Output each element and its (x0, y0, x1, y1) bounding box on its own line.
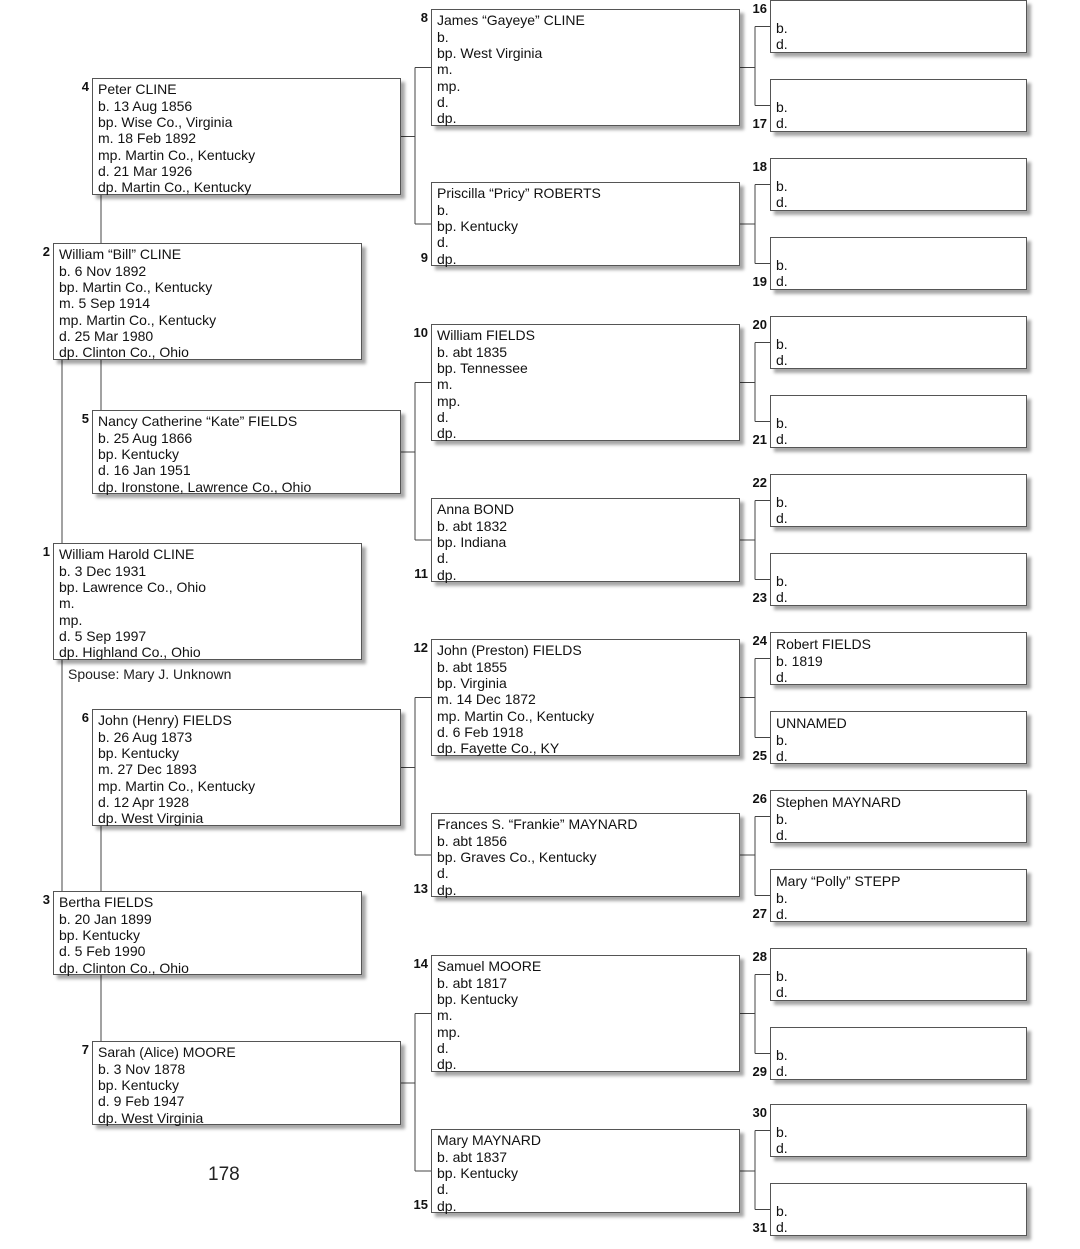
person-box-26 (770, 790, 1027, 843)
person-detail: d. 6 Feb 1918 (437, 723, 524, 740)
person-detail: b. (437, 202, 449, 218)
person-detail: b. (776, 415, 788, 431)
person-detail: b. (776, 178, 788, 194)
person-detail: b. (776, 573, 788, 589)
person-number: 20 (752, 317, 767, 332)
person-detail: bp. Virginia (437, 675, 507, 692)
person-name: Mary MAYNARD (437, 1132, 541, 1148)
person-name: John (Henry) FIELDS (98, 712, 232, 728)
person-detail: b. abt 1856 (437, 833, 508, 849)
person-number: 19 (752, 274, 767, 289)
person-box-17 (770, 79, 1027, 132)
person-box-16 (770, 0, 1027, 53)
person-number: 22 (752, 475, 767, 490)
person-detail: m. 14 Dec 1872 (437, 691, 536, 708)
person-detail: mp. (437, 1023, 461, 1040)
person-detail: d. (437, 550, 449, 567)
person-detail: b. (776, 1203, 788, 1219)
person-box-10 (431, 324, 740, 441)
person-detail: b. abt 1837 (437, 1149, 508, 1165)
person-detail: b. (776, 494, 788, 510)
person-detail: b. 3 Dec 1931 (59, 563, 147, 579)
person-detail: b. (776, 1047, 788, 1063)
person-box-21 (770, 395, 1027, 448)
person-detail: bp. Kentucky (437, 218, 518, 235)
person-number: 2 (42, 244, 50, 259)
person-detail: d. (776, 1219, 788, 1236)
person-detail: dp. (437, 110, 457, 127)
person-name: William Harold CLINE (59, 546, 195, 562)
person-detail: mp. Martin Co., Kentucky (59, 311, 217, 328)
person-number: 26 (752, 791, 767, 806)
person-box-2 (53, 243, 362, 360)
person-detail: b. (776, 257, 788, 273)
person-detail: d. 5 Sep 1997 (59, 627, 147, 644)
person-detail: dp. Highland Co., Ohio (59, 644, 201, 661)
person-number: 31 (752, 1220, 767, 1235)
person-detail: dp. Clinton Co., Ohio (59, 344, 189, 361)
person-detail: mp. Martin Co., Kentucky (98, 777, 256, 794)
person-detail: d. (776, 273, 788, 290)
person-detail: d. (776, 431, 788, 448)
person-number: 14 (413, 956, 428, 971)
person-name: Samuel MOORE (437, 958, 542, 974)
person-detail: bp. Kentucky (98, 1077, 179, 1094)
person-detail: d. (776, 510, 788, 527)
person-box-7 (92, 1041, 401, 1125)
person-detail: bp. Lawrence Co., Ohio (59, 579, 207, 596)
person-detail: dp. West Virginia (98, 810, 204, 827)
person-detail: b. 13 Aug 1856 (98, 98, 193, 114)
person-name: Stephen MAYNARD (776, 794, 902, 810)
person-number: 13 (413, 881, 428, 896)
person-detail: b. (437, 29, 449, 45)
person-number: 23 (752, 590, 767, 605)
person-number: 10 (413, 325, 428, 340)
person-box-24 (770, 632, 1027, 685)
person-detail: d. 25 Mar 1980 (59, 327, 154, 344)
person-detail: dp. Fayette Co., KY (437, 740, 560, 757)
person-detail: dp. Clinton Co., Ohio (59, 959, 189, 976)
person-detail: bp. Kentucky (437, 1165, 518, 1182)
person-detail: d. (776, 669, 788, 686)
person-name: John (Preston) FIELDS (437, 642, 582, 658)
person-detail: bp. Indiana (437, 534, 507, 551)
person-detail: b. 26 Aug 1873 (98, 729, 193, 745)
person-detail: d. (437, 1039, 449, 1056)
person-box-5 (92, 410, 401, 494)
person-detail: d. (776, 194, 788, 211)
person-detail: d. (776, 352, 788, 369)
person-detail: bp. Graves Co., Kentucky (437, 849, 597, 866)
person-number: 25 (752, 748, 767, 763)
person-box-25 (770, 711, 1027, 764)
person-detail: d. (437, 93, 449, 110)
person-detail: bp. Kentucky (59, 927, 140, 944)
person-box-23 (770, 553, 1027, 606)
person-detail: b. 6 Nov 1892 (59, 263, 147, 279)
person-detail: d. 12 Apr 1928 (98, 793, 190, 810)
person-number: 5 (81, 411, 89, 426)
person-number: 1 (42, 544, 50, 559)
person-number: 16 (752, 1, 767, 16)
person-detail: dp. West Virginia (98, 1109, 204, 1126)
person-detail: bp. Kentucky (98, 446, 179, 463)
person-number: 7 (81, 1042, 89, 1057)
person-detail: b. 25 Aug 1866 (98, 430, 193, 446)
person-detail: m. (437, 1007, 453, 1024)
person-box-3 (53, 891, 362, 975)
person-number: 15 (413, 1197, 428, 1212)
person-box-30 (770, 1104, 1027, 1157)
person-detail: m. (437, 376, 453, 393)
person-box-12 (431, 639, 740, 756)
person-detail: mp. Martin Co., Kentucky (437, 707, 595, 724)
person-number: 3 (42, 892, 50, 907)
person-detail: b. (776, 20, 788, 36)
spouse-line: Spouse: Mary J. Unknown (68, 666, 232, 682)
person-detail: d. (776, 1063, 788, 1080)
person-box-20 (770, 316, 1027, 369)
person-detail: b. (776, 732, 788, 748)
person-number: 6 (81, 710, 89, 725)
person-detail: dp. (437, 881, 457, 898)
person-number: 4 (81, 79, 89, 94)
person-detail: b. 20 Jan 1899 (59, 911, 152, 927)
person-name: UNNAMED (776, 715, 847, 731)
person-detail: mp. (437, 392, 461, 409)
person-detail: dp. (437, 425, 457, 442)
person-detail: d. (776, 827, 788, 844)
person-detail: b. 1819 (776, 653, 823, 669)
person-detail: dp. (437, 1197, 457, 1214)
person-box-6 (92, 709, 401, 826)
person-detail: bp. Tennessee (437, 360, 528, 377)
person-detail: b. abt 1835 (437, 344, 508, 360)
person-detail: dp. (437, 566, 457, 583)
person-number: 12 (413, 640, 428, 655)
person-box-9 (431, 182, 740, 266)
person-detail: dp. Martin Co., Kentucky (98, 179, 252, 196)
person-detail: m. 5 Sep 1914 (59, 295, 151, 312)
person-detail: dp. Ironstone, Lawrence Co., Ohio (98, 478, 312, 495)
person-name: Frances S. “Frankie” MAYNARD (437, 816, 638, 832)
person-detail: d. (437, 408, 449, 425)
person-detail: m. (437, 61, 453, 78)
person-detail: d. 5 Feb 1990 (59, 943, 146, 960)
person-number: 9 (420, 250, 428, 265)
person-number: 8 (420, 10, 428, 25)
person-box-29 (770, 1027, 1027, 1080)
person-number: 30 (752, 1105, 767, 1120)
person-detail: d. (776, 1140, 788, 1157)
person-box-1 (53, 543, 362, 660)
person-detail: d. (776, 984, 788, 1001)
person-detail: m. 27 Dec 1893 (98, 761, 197, 778)
person-detail: d. (776, 589, 788, 606)
person-detail: b. abt 1855 (437, 659, 508, 675)
person-detail: d. 21 Mar 1926 (98, 162, 193, 179)
person-box-15 (431, 1129, 740, 1213)
person-name: Peter CLINE (98, 81, 177, 97)
person-name: Sarah (Alice) MOORE (98, 1044, 236, 1060)
person-number: 17 (752, 116, 767, 131)
person-number: 11 (414, 566, 428, 581)
person-name: Priscilla “Pricy” ROBERTS (437, 185, 601, 201)
person-detail: d. (776, 906, 788, 923)
person-name: William “Bill” CLINE (59, 246, 182, 262)
person-detail: dp. (437, 250, 457, 267)
person-detail: d. 9 Feb 1947 (98, 1093, 185, 1110)
person-detail: bp. Kentucky (437, 991, 518, 1008)
person-box-18 (770, 158, 1027, 211)
person-detail: b. (776, 99, 788, 115)
person-box-14 (431, 955, 740, 1072)
person-detail: b. (776, 890, 788, 906)
person-detail: b. 3 Nov 1878 (98, 1061, 186, 1077)
person-detail: b. abt 1832 (437, 518, 508, 534)
person-detail: bp. Martin Co., Kentucky (59, 279, 213, 296)
person-detail: d. (776, 36, 788, 53)
person-box-4 (92, 78, 401, 195)
person-detail: m. 18 Feb 1892 (98, 130, 197, 147)
person-detail: d. 16 Jan 1951 (98, 462, 191, 479)
person-box-22 (770, 474, 1027, 527)
person-detail: mp. (437, 77, 461, 94)
person-box-28 (770, 948, 1027, 1001)
person-box-13 (431, 813, 740, 897)
person-name: Robert FIELDS (776, 636, 871, 652)
person-detail: b. (776, 968, 788, 984)
person-detail: d. (437, 1181, 449, 1198)
person-detail: b. (776, 1124, 788, 1140)
person-number: 27 (752, 906, 767, 921)
person-name: Mary “Polly” STEPP (776, 873, 901, 889)
person-detail: dp. (437, 1056, 457, 1073)
person-name: Bertha FIELDS (59, 894, 154, 910)
page-number: 178 (208, 1164, 240, 1185)
person-detail: b. (776, 811, 788, 827)
person-detail: d. (437, 234, 449, 251)
person-detail: mp. Martin Co., Kentucky (98, 146, 256, 163)
person-detail: bp. Kentucky (98, 745, 179, 762)
person-detail: m. (59, 595, 75, 612)
person-number: 21 (752, 432, 767, 447)
person-number: 18 (752, 159, 767, 174)
person-box-19 (770, 237, 1027, 290)
person-name: Anna BOND (437, 501, 515, 517)
person-detail: d. (437, 865, 449, 882)
person-number: 28 (752, 949, 767, 964)
person-detail: bp. Wise Co., Virginia (98, 114, 233, 131)
person-box-31 (770, 1183, 1027, 1236)
person-detail: d. (776, 115, 788, 132)
person-name: Nancy Catherine “Kate” FIELDS (98, 413, 298, 429)
person-name: William FIELDS (437, 327, 536, 343)
person-detail: b. abt 1817 (437, 975, 508, 991)
person-box-11 (431, 498, 740, 582)
person-box-27 (770, 869, 1027, 922)
person-number: 24 (752, 633, 767, 648)
person-name: James “Gayeye” CLINE (437, 12, 585, 28)
person-detail: b. (776, 336, 788, 352)
person-detail: mp. (59, 611, 83, 628)
person-detail: bp. West Virginia (437, 45, 543, 62)
person-detail: d. (776, 748, 788, 765)
person-number: 29 (752, 1064, 767, 1079)
person-box-8 (431, 9, 740, 126)
